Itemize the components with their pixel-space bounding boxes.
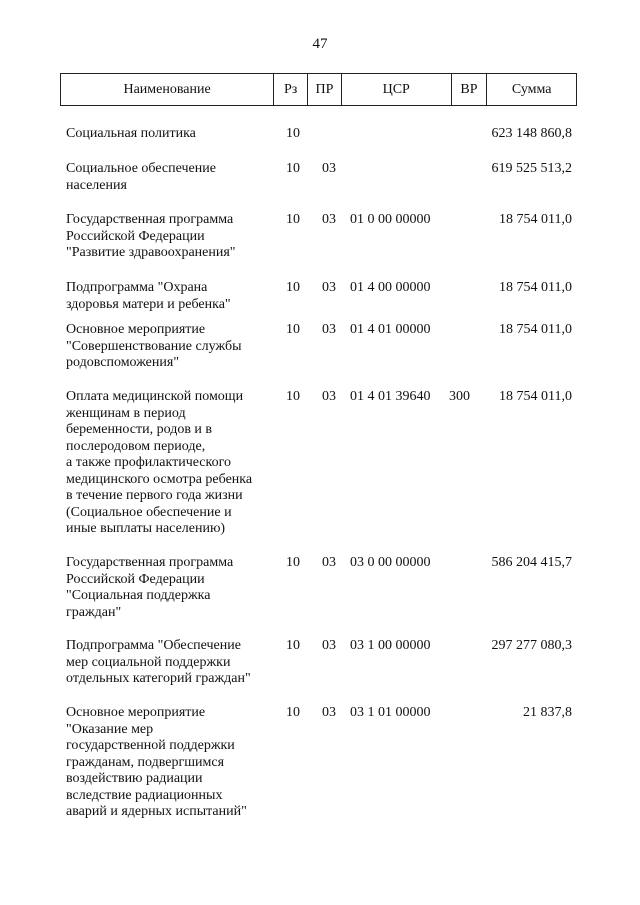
row-sum: 18 754 011,0 [499,212,572,227]
row-rz: 10 [286,389,300,404]
row-rz: 10 [286,212,300,227]
row-sum: 18 754 011,0 [499,280,572,295]
row-name: Государственная программа Российской Федерации "Социальная поддержка граждан" [66,555,234,620]
row-name: Социальная политика [66,126,196,141]
row-rz: 10 [286,126,300,141]
row-csr: 01 4 00 00000 [350,280,431,295]
row-sum: 18 754 011,0 [499,389,572,404]
row-pr: 03 [322,638,336,653]
row-sum: 21 837,8 [523,705,572,720]
row-rz: 10 [286,322,300,337]
row-sum: 297 277 080,3 [491,638,572,653]
row-rz: 10 [286,555,300,570]
row-sum: 586 204 415,7 [491,555,572,570]
header-vr: ВР [452,74,488,105]
row-name: Социальное обеспечение населения [66,161,216,193]
table-header [60,73,577,106]
header-rz: Рз [274,74,308,105]
row-csr: 03 1 01 00000 [350,705,431,720]
header-name: Наименование [61,74,274,105]
header-pr: ПР [308,74,342,105]
row-name: Государственная программа Российской Федерации "Развитие здравоохранения" [66,212,236,260]
row-pr: 03 [322,161,336,176]
row-name: Оплата медицинской помощи женщинам в период беременности, родов и в послеродовом периоде, а также профилактического медицинского осмотра ребенка в течение первого года жизни (Социальное обеспечение и иные выплаты населению) [66,389,253,536]
row-pr: 03 [322,212,336,227]
row-rz: 10 [286,638,300,653]
page-number: 47 [312,36,328,52]
row-pr: 03 [322,389,336,404]
row-rz: 10 [286,705,300,720]
row-name: Основное мероприятие "Оказание мер государственной поддержки гражданам, подвергшимся воздействию радиации вследствие радиационных аварий и ядерных испытаний" [66,705,247,819]
row-csr: 03 0 00 00000 [350,555,431,570]
row-pr: 03 [322,322,336,337]
row-name: Подпрограмма "Обеспечение мер социальной поддержки отдельных категорий граждан" [66,638,251,686]
row-csr: 03 1 00 00000 [350,638,431,653]
row-vr: 300 [449,389,470,404]
row-sum: 18 754 011,0 [499,322,572,337]
header-csr: ЦСР [342,74,452,105]
row-pr: 03 [322,280,336,295]
row-csr: 01 4 01 00000 [350,322,431,337]
row-rz: 10 [286,161,300,176]
header-sum: Сумма [511,81,552,97]
row-sum: 623 148 860,8 [491,126,572,141]
row-pr: 03 [322,705,336,720]
row-csr: 01 0 00 00000 [350,212,431,227]
row-csr: 01 4 01 39640 [350,389,431,404]
row-sum: 619 525 513,2 [491,161,572,176]
row-name: Основное мероприятие "Совершенствование службы родовспоможения" [66,322,242,370]
row-rz: 10 [286,280,300,295]
row-pr: 03 [322,555,336,570]
row-name: Подпрограмма "Охрана здоровья матери и ребенка" [66,280,231,312]
